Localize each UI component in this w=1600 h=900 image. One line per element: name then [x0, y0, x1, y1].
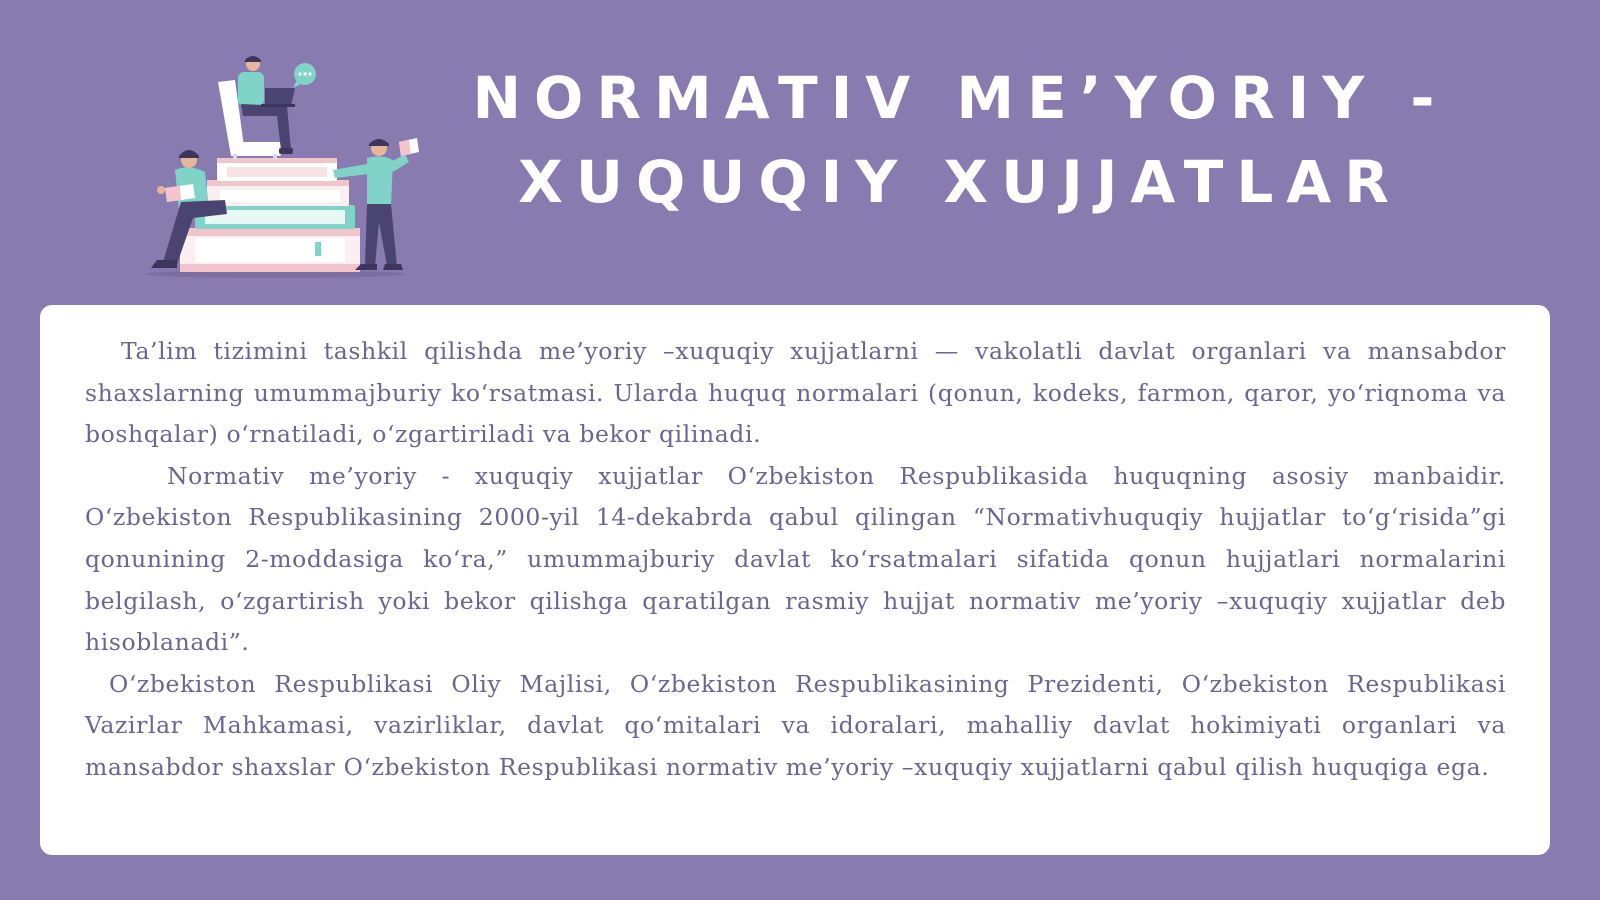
- slide-title-line1: NORMATIV ME’YORIY -: [472, 64, 1448, 132]
- paragraph-3: Oʻzbekiston Respublikasi Oliy Majlisi, Oʻzbekiston Respublikasining Prezidenti, Oʻzbekiston Respublikasi Vazirlar Mahkamasi, vazirliklar, davlat qoʻmitalari va idoralari, mahalliy davlat hokimiyati organlari va mansabdor shaxslar Oʻzbekiston Respublikasi normativ me’yoriy –xuquqiy xujjatlarni qabul qilish huquqiga ega.: [85, 669, 1506, 781]
- paragraph-2: Normativ me’yoriy - xuquqiy xujjatlar Oʻzbekiston Respublikasida huquqning asosiy manbaidir. Oʻzbekiston Respublikasining 2000-yil 14-dekabrda qabul qilingan “Normativhuquqiy hujjatlar toʻgʻrisida”gi qonunining 2-moddasiga koʻra,” umummajburiy davlat koʻrsatmalari sifatida qonun hujjatlari normalarini belgilash, oʻzgartirish yoki bekor qilishga qaratilgan rasmiy hujjat normativ me’yoriy –xuquqiy xujjatlar deb hisoblanadi”.: [85, 461, 1506, 657]
- content-card: [40, 305, 1550, 855]
- people-reading-books-illustration: [135, 50, 435, 282]
- paragraph-1: Ta’lim tizimini tashkil qilishda me’yoriy –xuquqiy xujjatlarni — vakolatli davlat organlari va mansabdor shaxslarning umummajburiy koʻrsatmasi. Ularda huquq normalari (qonun, kodeks, farmon, qaror, yoʻriqnoma va boshqalar) oʻrnatiladi, oʻzgartiriladi va bekor qilinadi.: [85, 337, 1506, 449]
- person-with-laptop-icon: [238, 56, 316, 154]
- slide-title: [460, 56, 1460, 224]
- slide-title-line2: XUQUQIY XUJJATLAR: [518, 148, 1402, 216]
